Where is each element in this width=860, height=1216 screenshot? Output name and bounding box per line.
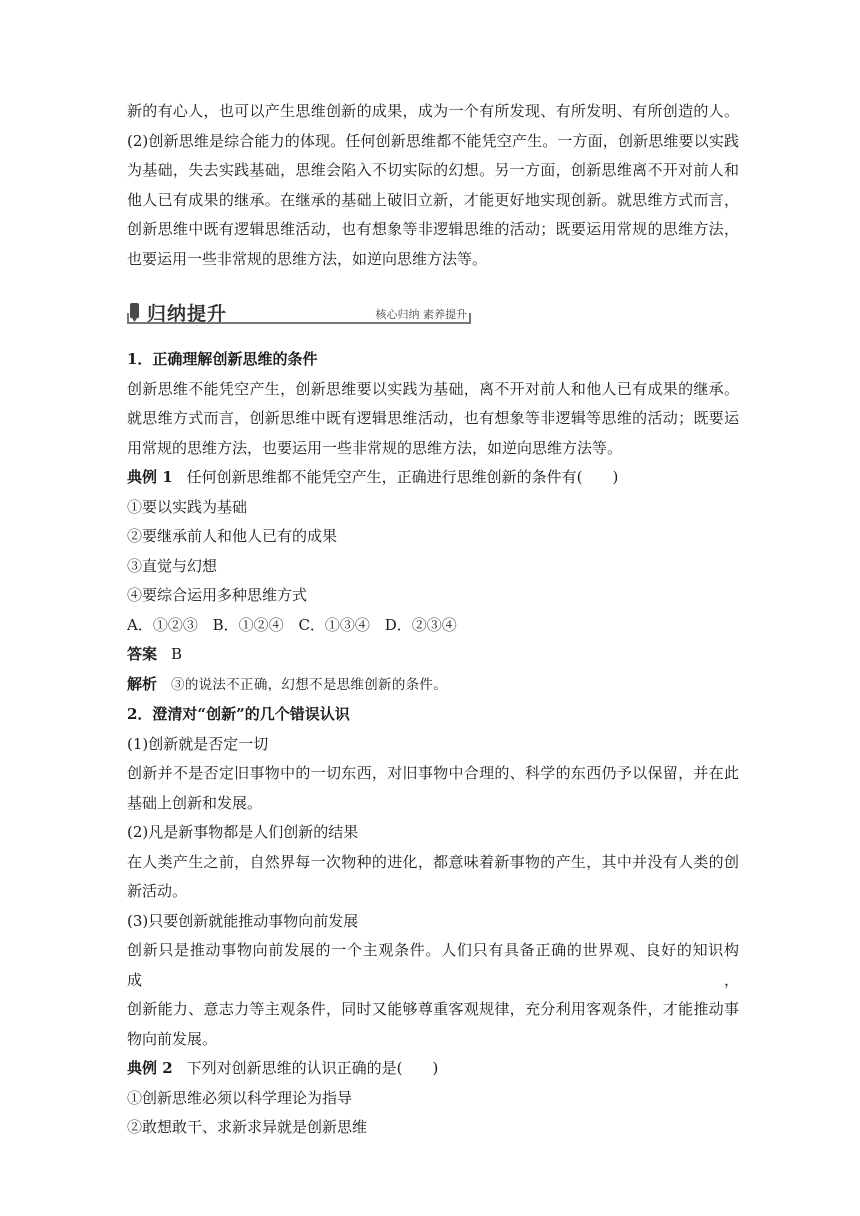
text-line: 创新只是推动事物向前发展的一个主观条件。人们只有具备正确的世界观、良好的知识构成， [127, 941, 739, 989]
main-content [127, 345, 739, 1143]
answer-line [127, 640, 739, 670]
list-item: ④要综合运用多种思维方式 [127, 586, 308, 604]
text-line: 也要运用一些非常规的思维方法，如逆向思维方法等。 [127, 249, 488, 268]
list-item: ②要继承前人和他人已有的成果 [127, 527, 338, 545]
example-question-text: 下列对创新思维的认识正确的是( ) [186, 1059, 439, 1077]
analysis-text: ③的说法不正确，幻想不是思维创新的条件。 [171, 676, 448, 693]
example-question-text: 任何创新思维都不能凭空产生，正确进行思维创新的条件有( ) [186, 468, 619, 486]
text-line: 创新思维不能凭空产生，创新思维要以实践为基础，离不开对前人和他人已有成果的继承。 [127, 379, 739, 398]
list-item: ③直觉与幻想 [127, 556, 218, 575]
analysis-label: 解析 [127, 674, 158, 693]
text-line: 创新思维中既有逻辑思维活动，也有想象等非逻辑思维的活动；既要运用常规的思维方法， [127, 220, 739, 238]
text-line: 他人已有成果的继承。在继承的基础上破旧立新，才能更好地实现创新。就思维方式而言， [127, 190, 739, 209]
text-line: 新的有心人，也可以产生思维创新的成果，成为一个有所发现、有所发明、有所创造的人。 [127, 102, 739, 120]
answer-value: B [171, 645, 183, 663]
intro-paragraph [127, 97, 739, 274]
text-line: 就思维方式而言，创新思维中既有逻辑思维活动，也有想象等非逻辑等思维的活动；既要运 [127, 409, 739, 427]
section-header [127, 301, 471, 325]
option-b: B．①②④ [212, 615, 284, 634]
answer-label: 答案 [127, 645, 158, 663]
header-divider [469, 313, 471, 323]
text-line: 新活动。 [127, 882, 188, 900]
bookmark-icon [130, 303, 139, 318]
option-d: D．②③④ [384, 615, 457, 634]
example-label: 典例 1 [127, 468, 173, 486]
text-line: 为基础，失去实践基础，思维会陷入不切实际的幻想。另一方面，创新思维离不开对前人和 [127, 161, 739, 179]
section-title: 归纳提升 [147, 303, 228, 325]
option-c: C．①③④ [298, 615, 370, 634]
analysis-line [127, 670, 739, 701]
list-item: ①要以实践为基础 [127, 497, 248, 516]
example-label: 典例 2 [127, 1059, 173, 1077]
example-question [127, 1054, 739, 1084]
text-line: 基础上创新和发展。 [127, 793, 263, 812]
option-a: A．①②③ [127, 615, 198, 634]
sub-heading: (2)凡是新事物都是人们创新的结果 [127, 823, 359, 841]
sub-heading: (1)创新就是否定一切 [127, 734, 269, 753]
list-item: ②敢想敢干、求新求异就是创新思维 [127, 1118, 368, 1136]
text-line: 创新并不是否定旧事物中的一切东西，对旧事物中合理的、科学的东西仍予以保留，并在此 [127, 764, 739, 782]
point-heading: 2．澄清对“创新”的几个错误认识 [127, 705, 350, 723]
point-heading: 1．正确理解创新思维的条件 [127, 350, 318, 368]
answer-options [127, 611, 739, 641]
sub-heading: (3)只要创新就能推动事物向前发展 [127, 911, 359, 930]
text-line: 在人类产生之前，自然界每一次物种的进化，都意味着新事物的产生，其中并没有人类的创 [127, 852, 739, 871]
text-line: (2)创新思维是综合能力的体现。任何创新思维都不能凭空产生。一方面，创新思维要以实践 [127, 131, 739, 150]
text-line: 物向前发展。 [127, 1029, 218, 1048]
example-question [127, 463, 739, 493]
list-item: ①创新思维必须以科学理论为指导 [127, 1088, 353, 1107]
text-line: 创新能力、意志力等主观条件，同时又能够尊重客观规律，充分利用客观条件，才能推动事 [127, 1000, 739, 1018]
text-line: 用常规的思维方法，也要运用一些非常规的思维方法，如逆向思维方法等。 [127, 438, 623, 457]
section-subtitle: 核心归纳 素养提升 [375, 308, 467, 321]
